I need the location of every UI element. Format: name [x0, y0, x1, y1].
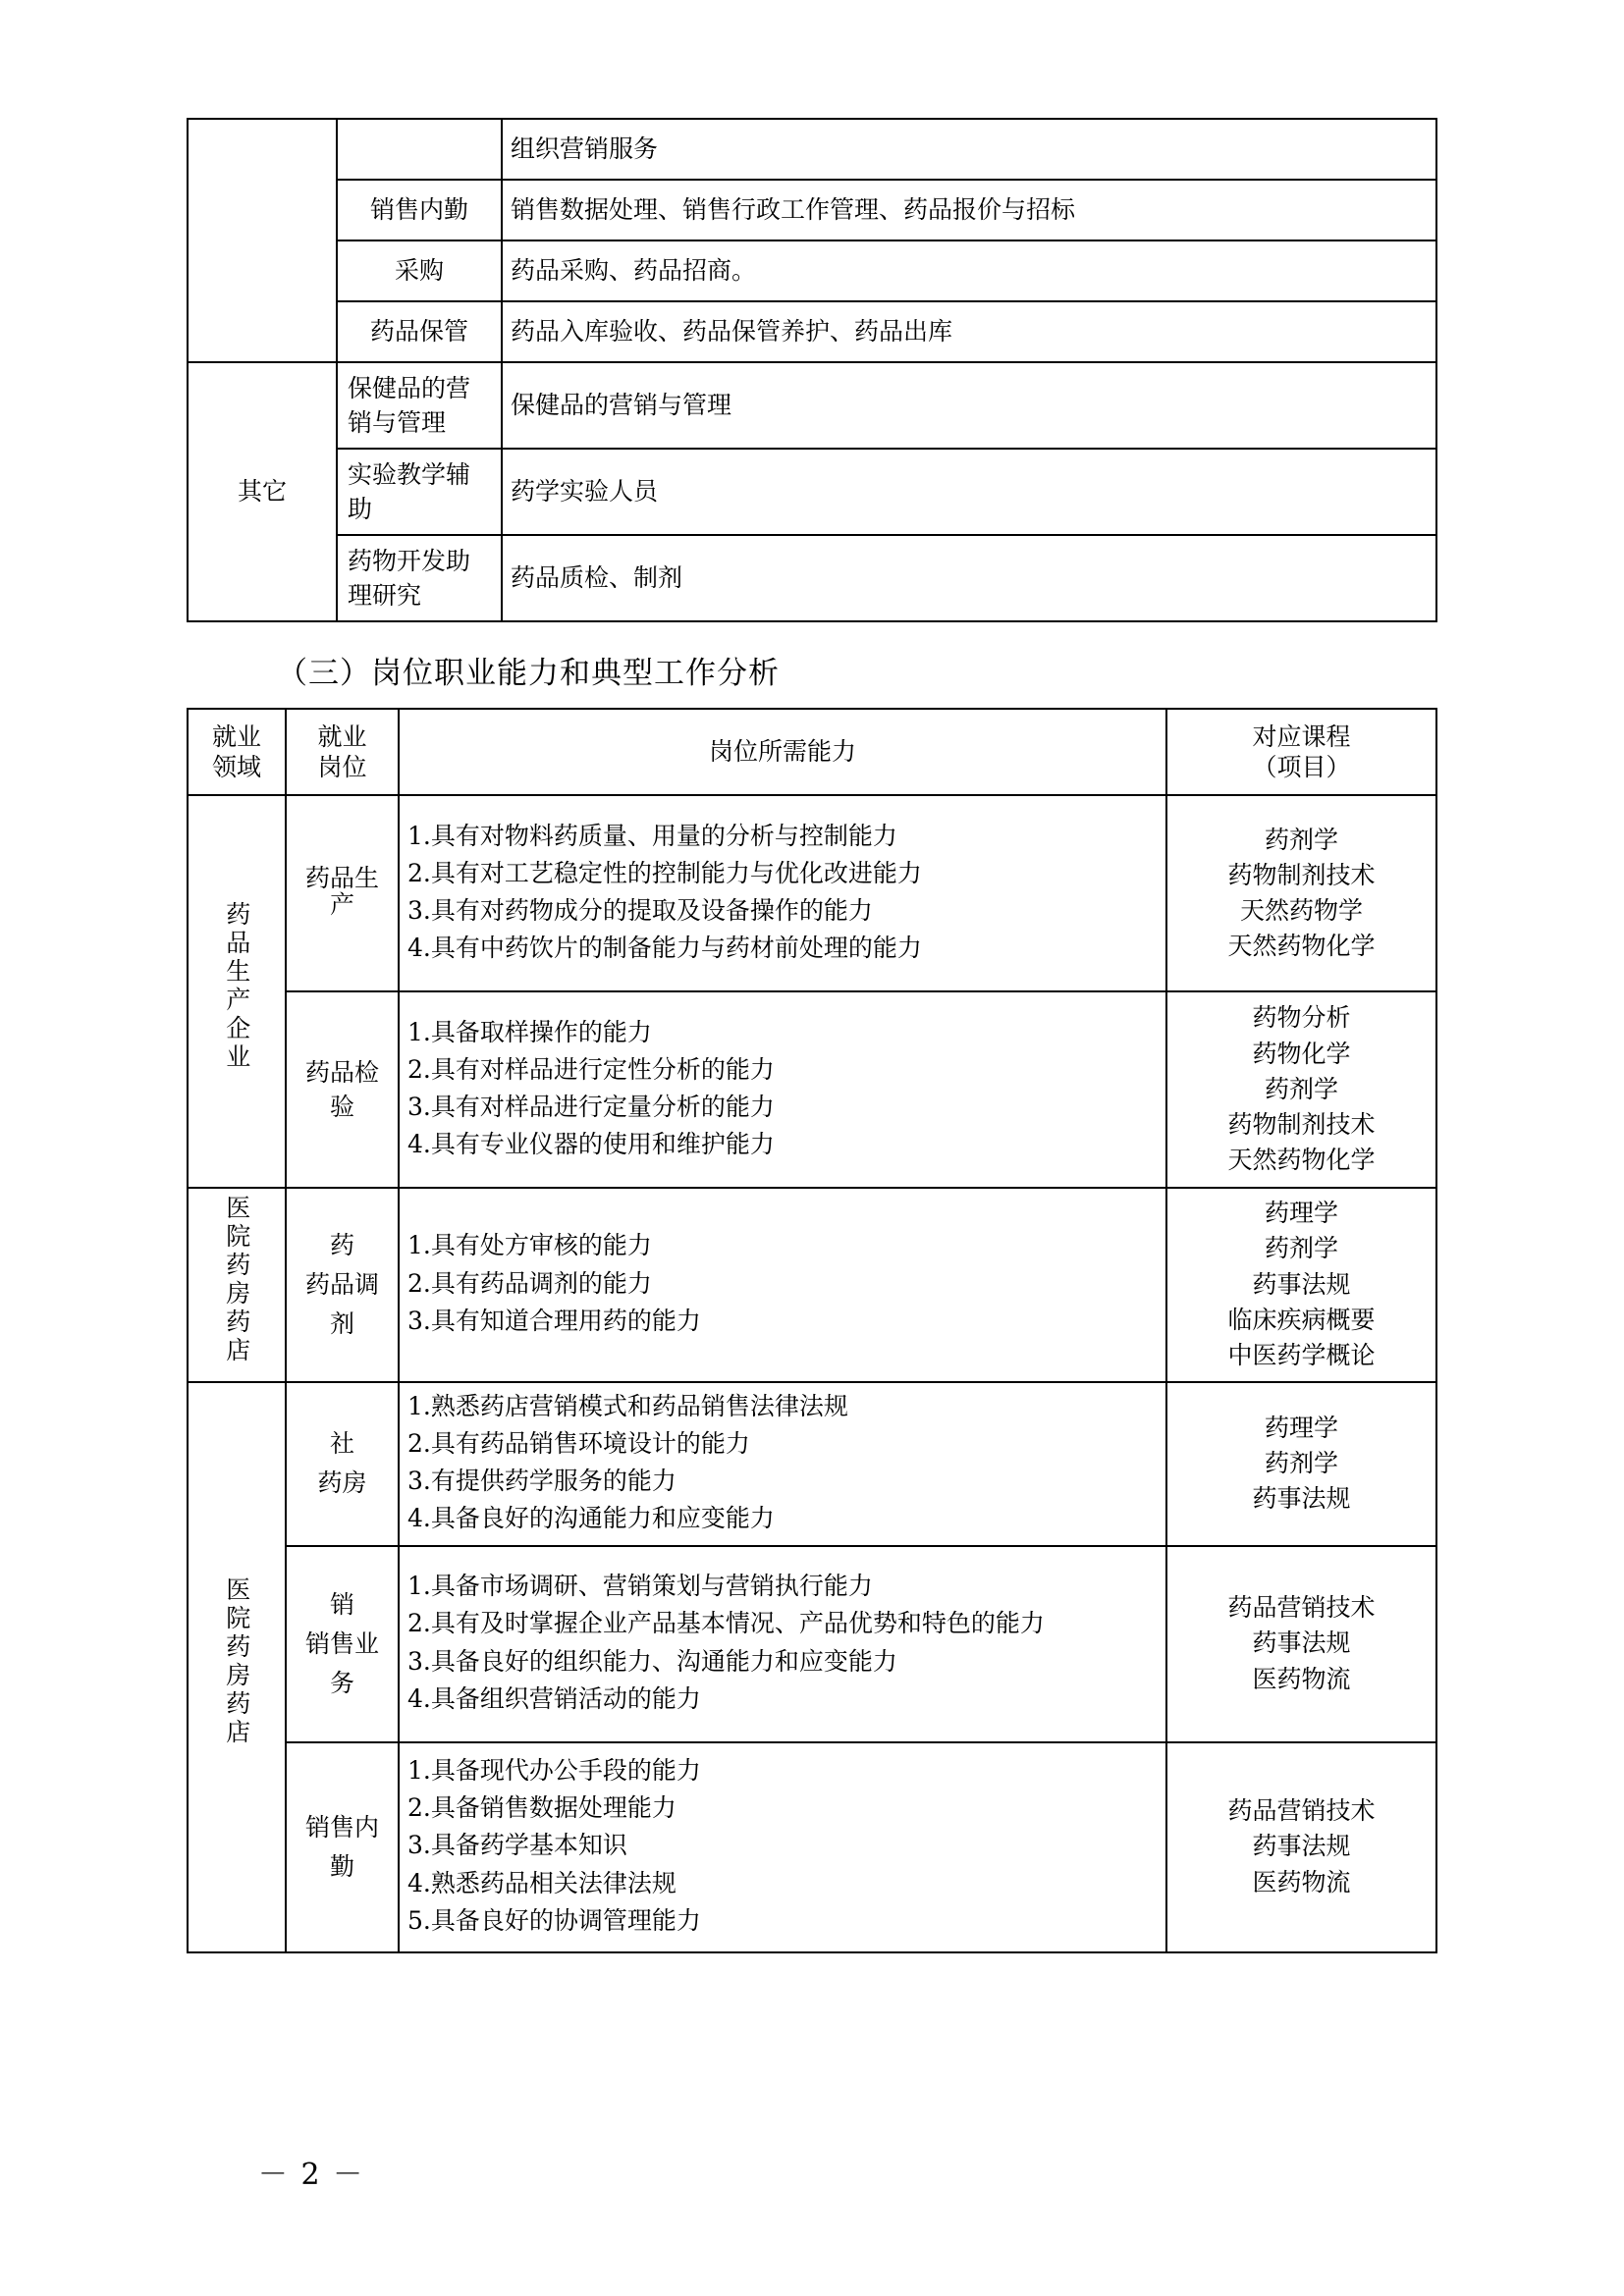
table-row [188, 180, 1436, 240]
ability-item: 1.具备市场调研、营销策划与营销执行能力 [407, 1572, 873, 1600]
ability-item: 4.熟悉药品相关法律法规 [407, 1868, 677, 1897]
post-community-pharmacy [286, 1382, 399, 1546]
post-label: 药品生产 [304, 863, 379, 919]
field-label: 药品生产企业 [222, 901, 251, 1073]
course-item: 药物分析 [1252, 1003, 1351, 1033]
course-item: 医药物流 [1252, 1867, 1351, 1896]
duties-post: 实验教学辅助 [337, 449, 502, 535]
ability-cell [399, 1546, 1166, 1742]
header-field [188, 709, 286, 795]
ability-cell [399, 795, 1166, 991]
ability-item: 2.具有对样品进行定性分析的能力 [407, 1054, 775, 1084]
course-item: 医药物流 [1252, 1664, 1351, 1693]
field-hospital-pharmacy-2 [188, 1382, 286, 1952]
table-row [188, 991, 1436, 1188]
post-label-line2: 药品调 [304, 1269, 379, 1299]
post-label: 销售内勤 [304, 1812, 379, 1881]
ability-cell [399, 1382, 1166, 1546]
ability-item: 1.具备取样操作的能力 [407, 1017, 652, 1046]
duties-post: 采购 [337, 240, 502, 301]
ability-item: 2.具有及时掌握企业产品基本情况、产品优势和特色的能力 [407, 1609, 1045, 1638]
course-item: 药理学 [1264, 1413, 1338, 1442]
table-row [188, 1188, 1436, 1382]
post-label-line2: 销售业 [304, 1629, 379, 1658]
course-cell [1166, 1188, 1436, 1382]
course-cell [1166, 1546, 1436, 1742]
ability-item: 3.有提供药学服务的能力 [407, 1467, 677, 1495]
course-item: 药剂学 [1264, 1448, 1338, 1477]
table-header-row [188, 709, 1436, 795]
post-label-line3: 剂 [329, 1308, 354, 1338]
duties-post: 药物开发助理研究 [337, 535, 502, 621]
post-dispensing [286, 1188, 399, 1382]
header-course-line1: 对应课程 [1252, 721, 1351, 751]
table-row [188, 795, 1436, 991]
course-item: 药剂学 [1264, 1234, 1338, 1263]
table-row [188, 1382, 1436, 1546]
ability-item: 3.具备良好的组织能力、沟通能力和应变能力 [407, 1646, 897, 1676]
header-post-line1: 就业 [317, 721, 367, 751]
post-drug-inspection [286, 991, 399, 1188]
ability-cell [399, 1188, 1166, 1382]
course-item: 天然药物化学 [1227, 932, 1376, 961]
header-post-line2: 岗位 [317, 753, 367, 781]
ability-item: 4.具有中药饮片的制备能力与药材前处理的能力 [407, 934, 922, 963]
ability-table [187, 708, 1437, 1953]
post-label-line2: 药房 [317, 1468, 367, 1497]
ability-item: 3.具有对药物成分的提取及设备操作的能力 [407, 896, 873, 925]
ability-item: 4.具备良好的沟通能力和应变能力 [407, 1504, 775, 1533]
duties-content: 保健品的营销与管理 [502, 362, 1436, 449]
course-item: 药剂学 [1264, 1074, 1338, 1103]
course-item: 药品营销技术 [1227, 1796, 1376, 1826]
course-item: 药事法规 [1252, 1629, 1351, 1658]
course-item: 临床疾病概要 [1227, 1305, 1376, 1334]
duties-post: 保健品的营销与管理 [337, 362, 502, 449]
ability-cell [399, 991, 1166, 1188]
ability-item: 2.具备销售数据处理能力 [407, 1793, 677, 1823]
course-item: 药物化学 [1252, 1039, 1351, 1068]
duties-content: 药品采购、药品招商。 [502, 240, 1436, 301]
duties-content: 组织营销服务 [502, 119, 1436, 180]
ability-item: 1.熟悉药店营销模式和药品销售法律法规 [407, 1391, 848, 1420]
table-row [188, 1742, 1436, 1952]
course-cell [1166, 795, 1436, 991]
duties-content: 药品质检、制剂 [502, 535, 1436, 621]
course-cell [1166, 1742, 1436, 1952]
post-label-line1: 销 [329, 1589, 354, 1619]
course-item: 药剂学 [1264, 825, 1338, 854]
field-pharma-manufacturing [188, 795, 286, 1188]
duties-table [187, 118, 1437, 622]
ability-item: 5.具备良好的协调管理能力 [407, 1905, 701, 1935]
duties-post: 销售内勤 [337, 180, 502, 240]
table-row [188, 301, 1436, 362]
ability-item: 4.具备组织营销活动的能力 [407, 1683, 701, 1713]
post-label-line3: 务 [329, 1668, 354, 1697]
course-item: 天然药物学 [1239, 896, 1363, 925]
page-number [0, 2150, 1624, 2193]
duties-content: 销售数据处理、销售行政工作管理、药品报价与招标 [502, 180, 1436, 240]
field-label: 医院药房药店 [222, 1576, 251, 1748]
ability-item: 2.具有对工艺稳定性的控制能力与优化改进能力 [407, 858, 922, 887]
header-course [1166, 709, 1436, 795]
course-item: 药事法规 [1252, 1269, 1351, 1299]
duties-group-other: 其它 [188, 362, 337, 621]
duties-group-blank [188, 119, 337, 362]
post-label-line1: 药 [329, 1230, 354, 1259]
header-ability: 岗位所需能力 [399, 709, 1166, 795]
post-label-line1: 社 [329, 1429, 354, 1458]
duties-content: 药品入库验收、药品保管养护、药品出库 [502, 301, 1436, 362]
course-item: 天然药物化学 [1227, 1146, 1376, 1175]
section-heading: （三）岗位职业能力和典型工作分析 [277, 656, 780, 691]
post-drug-production [286, 795, 399, 991]
course-item: 药事法规 [1252, 1484, 1351, 1514]
field-hospital-pharmacy-1 [188, 1188, 286, 1382]
ability-cell [399, 1742, 1166, 1952]
ability-item: 4.具有专业仪器的使用和维护能力 [407, 1130, 775, 1159]
post-sales-support [286, 1742, 399, 1952]
ability-item: 3.具备药学基本知识 [407, 1831, 627, 1860]
post-sales-business [286, 1546, 399, 1742]
ability-item: 2.具有药品调剂的能力 [407, 1268, 652, 1298]
duties-post [337, 119, 502, 180]
header-field-line2: 领域 [211, 753, 261, 781]
ability-item: 3.具有对样品进行定量分析的能力 [407, 1093, 775, 1121]
table-row [188, 362, 1436, 449]
table-row [188, 535, 1436, 621]
course-item: 中医药学概论 [1227, 1341, 1376, 1370]
page-number-text: － 2 － [257, 2158, 365, 2192]
ability-item: 1.具有处方审核的能力 [407, 1231, 652, 1260]
ability-item: 2.具有药品销售环境设计的能力 [407, 1428, 750, 1458]
ability-item: 1.具有对物料药质量、用量的分析与控制能力 [407, 821, 897, 850]
duties-post: 药品保管 [337, 301, 502, 362]
ability-item: 3.具有知道合理用药的能力 [407, 1306, 701, 1335]
duties-content: 药学实验人员 [502, 449, 1436, 535]
table-row [188, 449, 1436, 535]
course-cell [1166, 991, 1436, 1188]
course-item: 药物制剂技术 [1227, 860, 1376, 889]
ability-item: 1.具备现代办公手段的能力 [407, 1755, 701, 1785]
course-item: 药品营销技术 [1227, 1593, 1376, 1623]
header-field-line1: 就业 [211, 721, 261, 751]
course-item: 药事法规 [1252, 1832, 1351, 1861]
table-row [188, 119, 1436, 180]
course-item: 药理学 [1264, 1199, 1338, 1228]
field-label: 医院药房药店 [222, 1195, 251, 1365]
course-cell [1166, 1382, 1436, 1546]
table-row [188, 1546, 1436, 1742]
table-row [188, 240, 1436, 301]
course-item: 药物制剂技术 [1227, 1110, 1376, 1140]
header-post [286, 709, 399, 795]
post-label: 药品检验 [304, 1057, 379, 1121]
header-course-line2: （项目） [1252, 753, 1351, 781]
